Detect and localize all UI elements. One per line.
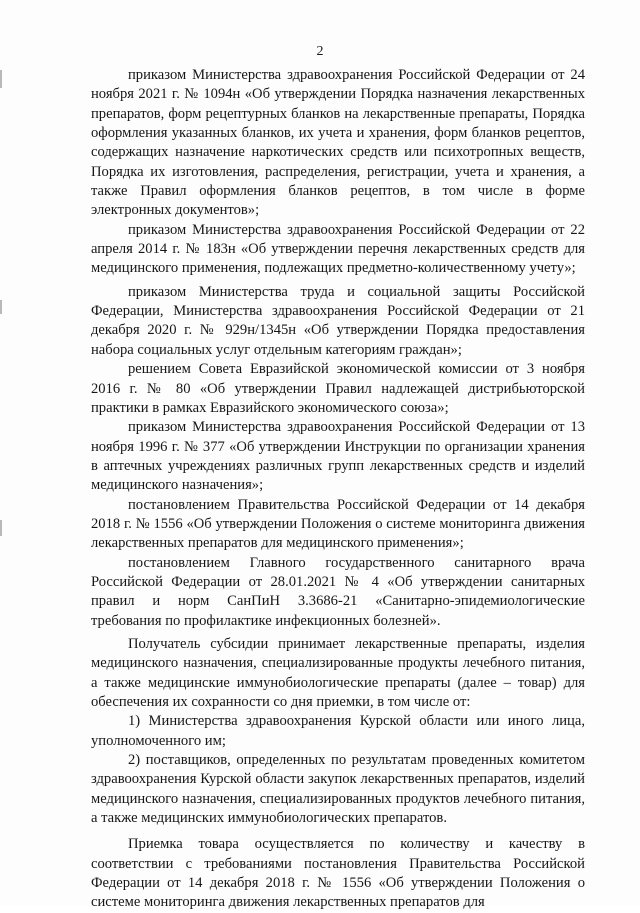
paragraph-item-1: 1) Министерства здравоохранения Курской области или иного лица, уполномоченного им; [91, 713, 585, 749]
page-number: 2 [316, 44, 324, 59]
paragraph-order-377: приказом Министерства здравоохранения Российской Федерации от 13 ноября 1996 г. № 377 «Об утверждении Инструкции по организации хранения в аптечных учреждениях различных групп лекарственных средств и изделий медицинского назначения»; [91, 419, 585, 494]
paragraph-resolution-1556: постановлением Правительства Российской Федерации от 14 декабря 2018 г. № 1556 «Об утверждении Положения о системе мониторинга движения лекарственных препаратов для медицинского применения»; [91, 496, 585, 552]
scan-edge-mark [0, 70, 2, 88]
scan-edge-mark [0, 300, 2, 314]
document-body [91, 66, 585, 913]
paragraph-order-929n: приказом Министерства труда и социальной защиты Российской Федерации, Министерства здравоохранения Российской Федерации от 21 декабря 2020 г. № 929н/1345н «Об утверждении Порядка предоставления набора социальных услуг отдельным категориям граждан»; [91, 283, 585, 358]
paragraph-sanpin: постановлением Главного государственного санитарного врача Российской Федерации от 28.01.2021 № 4 «Об утверждении санитарных правил и норм СанПиН 3.3686-21 «Санитарно-эпидемиологические требования по профилактике инфекционных болезней». [91, 554, 585, 629]
paragraph-acceptance: Приемка товара осуществляется по количеству и качеству в соответствии с требованиями постановления Правительства Российской Федерации от 14 декабря 2018 г. № 1556 «Об утверждении Положения о системе мониторинга движения лекарственных препаратов для [91, 836, 585, 911]
scan-edge-mark [0, 520, 2, 536]
paragraph-decision-80: решением Совета Евразийской экономической комиссии от 3 ноября 2016 г. № 80 «Об утверждении Правил надлежащей дистрибьюторской практики в рамках Евразийского экономического союза»; [91, 361, 585, 416]
paragraph-order-183n: приказом Министерства здравоохранения Российской Федерации от 22 апреля 2014 г. № 183н «Об утверждении перечня лекарственных средств для медицинского применения, подлежащих предметно-количественному учету»; [91, 221, 585, 277]
paragraph-order-1094n: приказом Министерства здравоохранения Российской Федерации от 24 ноября 2021 г. № 1094н «Об утверждении Порядка назначения лекарственных препаратов, форм рецептурных бланков на лекарственные препараты, Порядка оформления указанных бланков, их учета и хранения, форм бланков рецептов, содержащих назначение наркотических средств или психотропных веществ, Порядка их изготовления, распределения, регистрации, учета и хранения, а также Правил оформления бланков рецептов, в том числе в форме электронных документов»; [91, 67, 585, 219]
paragraph-subsidy-recipient: Получатель субсидии принимает лекарственные препараты, изделия медицинского назначения, специализированные продукты лечебного питания, а также медицинские иммунобиологические препараты (далее – товар) для обеспечения их сохранности со дня приемки, в том числе от: [91, 635, 585, 710]
paragraph-item-2: 2) поставщиков, определенных по результатам проведенных комитетом здравоохранения Курской области закупок лекарственных препаратов, изделий медицинского назначения, специализированных продуктов лечебного питания, а также медицинских иммунобиологических препаратов. [91, 752, 585, 827]
